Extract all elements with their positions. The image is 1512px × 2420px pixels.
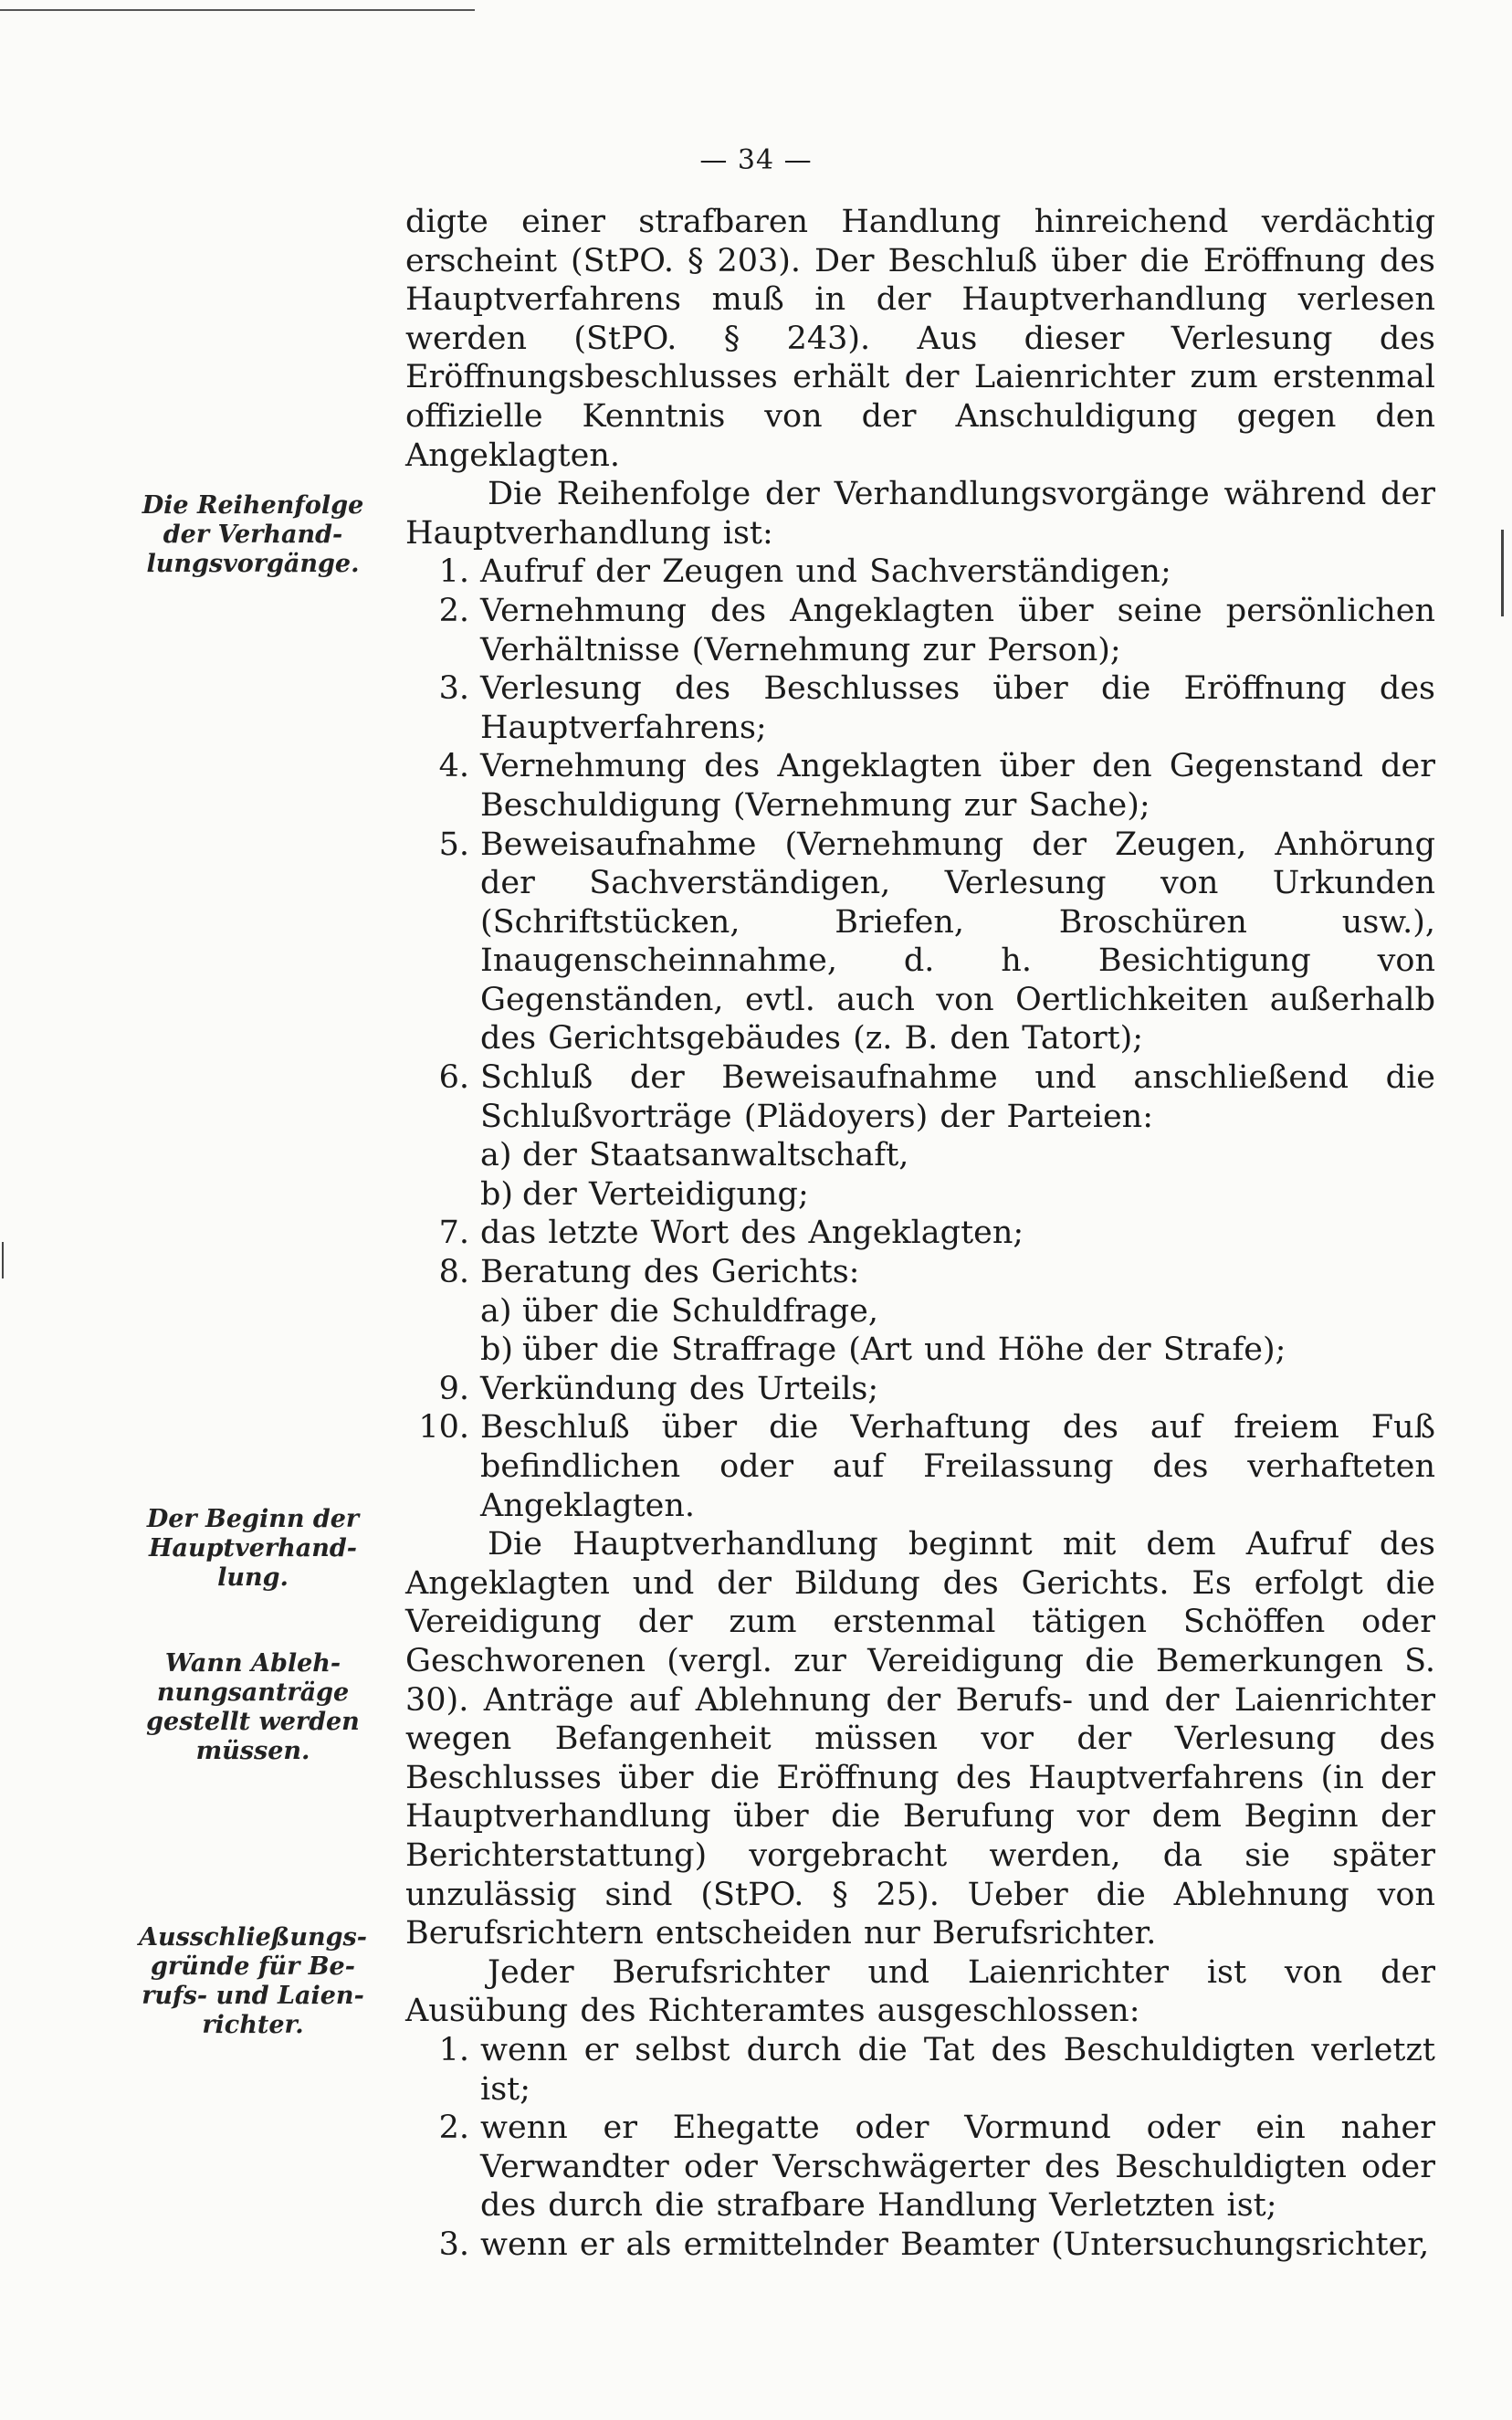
item-text: Aufruf der Zeugen und Sachverständigen; bbox=[480, 553, 1171, 591]
exclusion-item bbox=[405, 2225, 1435, 2265]
item-number: 6. bbox=[438, 1059, 469, 1097]
order-item bbox=[405, 669, 1435, 747]
margin-note-order bbox=[121, 491, 385, 579]
item-number: 7. bbox=[438, 1215, 469, 1252]
margin-note-line: Die Reihenfolge bbox=[142, 491, 364, 520]
order-item bbox=[405, 1214, 1435, 1253]
page-number: — 34 — bbox=[699, 144, 813, 176]
item-text: Beweisaufnahme (Vernehmung der Zeugen, Anhörung der Sachverständigen, Verlesung von Urkunden (Schriftstücken, Briefen, Broschüren usw.), Inaugenscheinnahme, d. h. Besichtigung von Gegenständen, evtl. auch von Oertlichkeiten außerhalb des Gerichtsgebäudes (z. B. den Tatort); bbox=[480, 826, 1435, 1057]
item-text: das letzte Wort des Angeklagten; bbox=[480, 1215, 1024, 1252]
item-number: 1. bbox=[438, 2031, 469, 2068]
scan-mark bbox=[2, 1242, 4, 1278]
margin-note-line: Der Beginn der bbox=[146, 1505, 360, 1533]
sub-item bbox=[405, 1292, 1435, 1331]
item-text: Beschluß über die Verhaftung des auf freiem Fuß befindlichen oder auf Freilassung des verhafteten Angeklagten. bbox=[480, 1409, 1435, 1524]
item-text: Vernehmung des Angeklagten über den Gegenstand der Beschuldigung (Vernehmung zur Sache); bbox=[480, 748, 1435, 824]
item-number: 5. bbox=[438, 826, 469, 863]
sub-item bbox=[405, 1175, 1435, 1215]
item-text: wenn er Ehegatte oder Vormund oder ein naher Verwandter oder Verschwägerter des Beschuldigten oder des durch die strafbare Handlung Verletzten ist; bbox=[480, 2110, 1435, 2225]
margin-note-line: der Verhand- bbox=[163, 521, 343, 549]
margin-note-line: müssen. bbox=[195, 1737, 310, 1765]
sub-item-text: der Staatsanwaltschaft, bbox=[522, 1137, 909, 1174]
margin-note-line: richter. bbox=[202, 2011, 304, 2039]
item-number: 10. bbox=[418, 1409, 469, 1447]
scan-mark bbox=[1501, 530, 1504, 616]
item-text: Beratung des Gerichts: bbox=[480, 1254, 860, 1291]
margin-note-line: Wann Ableh- bbox=[164, 1649, 341, 1678]
sub-item-text: über die Schuldfrage, bbox=[522, 1292, 879, 1330]
sub-item bbox=[405, 1136, 1435, 1175]
margin-note-exclusion bbox=[121, 1923, 385, 2040]
sub-item bbox=[405, 1331, 1435, 1370]
margin-note-line: gründe für Be- bbox=[151, 1952, 355, 1981]
margin-note-rejection bbox=[121, 1649, 385, 1766]
item-text: Vernehmung des Angeklagten über seine persönlichen Verhältnisse (Vernehmung zur Person); bbox=[480, 592, 1435, 668]
margin-note-line: lungsvorgänge. bbox=[146, 550, 360, 578]
item-text: wenn er selbst durch die Tat des Beschuldigten verletzt ist; bbox=[480, 2031, 1435, 2108]
margin-note-line: Ausschließungs- bbox=[139, 1923, 367, 1952]
item-number: 2. bbox=[438, 592, 469, 629]
order-item bbox=[405, 747, 1435, 825]
sub-item-letter: a) bbox=[480, 1292, 512, 1330]
main-text bbox=[405, 203, 1435, 2264]
order-item bbox=[405, 1253, 1435, 1292]
paragraph-intro: digte einer strafbaren Handlung hinreichend verdächtig erscheint (StPO. § 203). Der Beschluß über die Eröffnung des Hauptverfahrens muß in der Hauptverhandlung verlesen werden (StPO. § 243). Aus dieser Verlesung des Eröffnungsbeschlusses erhält der Laienrichter zum erstenmal offizielle Kenntnis von der Anschuldigung gegen den Angeklagten. bbox=[405, 204, 1435, 474]
margin-note-line: rufs- und Laien- bbox=[142, 1982, 364, 2010]
order-item bbox=[405, 826, 1435, 1059]
paragraph-beginning: Die Hauptverhandlung beginnt mit dem Aufruf des Angeklagten und der Bildung des Gerichts. Es erfolgt die Vereidigung der zum erstenmal tätigen Schöffen oder Geschworenen (vergl. zur Vereidigung die Bemerkungen S. 30). Anträge auf Ablehnung der Berufs- und der Laienrichter wegen Befangenheit müssen vor der Verlesung des Beschlusses über die Eröffnung des Hauptverfahrens (in der Hauptverhandlung über die Berufung vor dem Beginn der Berichterstattung) vorgebracht werden, da sie später unzulässig sind (StPO. § 25). Ueber die Ablehnung von Berufsrichtern entscheiden nur Berufsrichter. bbox=[405, 1526, 1435, 1952]
order-item bbox=[405, 1408, 1435, 1525]
sub-item-letter: a) bbox=[480, 1137, 512, 1174]
item-number: 8. bbox=[438, 1254, 469, 1291]
item-text: Schluß der Beweisaufnahme und anschließend die Schlußvorträge (Plädoyers) der Parteien: bbox=[480, 1059, 1435, 1135]
item-number: 2. bbox=[438, 2110, 469, 2147]
item-number: 3. bbox=[438, 2225, 469, 2263]
sub-item-letter: b) bbox=[480, 1175, 514, 1213]
margin-note-line: Hauptverhand- bbox=[149, 1534, 357, 1562]
item-number: 1. bbox=[438, 553, 469, 591]
order-item bbox=[405, 592, 1435, 669]
item-number: 3. bbox=[438, 670, 469, 708]
paragraph-order-intro: Die Reihenfolge der Verhandlungsvorgänge während der Hauptverhandlung ist: bbox=[405, 476, 1435, 552]
exclusion-item bbox=[405, 2109, 1435, 2225]
margin-note-line: nungsanträge bbox=[156, 1678, 350, 1707]
sub-item-text: über die Straffrage (Art und Höhe der Strafe); bbox=[522, 1331, 1286, 1369]
margin-note-beginning bbox=[121, 1505, 385, 1593]
item-number: 4. bbox=[438, 748, 469, 785]
margin-note-line: lung. bbox=[217, 1563, 289, 1592]
top-rule bbox=[0, 9, 475, 11]
item-text: Verkündung des Urteils; bbox=[480, 1370, 879, 1407]
order-item bbox=[405, 1058, 1435, 1136]
margin-note-line: gestellt werden bbox=[146, 1708, 360, 1736]
sub-item-letter: b) bbox=[480, 1331, 514, 1369]
order-item bbox=[405, 1370, 1435, 1409]
item-text: Verlesung des Beschlusses über die Eröffnung des Hauptverfahrens; bbox=[480, 670, 1435, 746]
exclusion-item bbox=[405, 2031, 1435, 2109]
sub-item-text: der Verteidigung; bbox=[522, 1175, 809, 1213]
item-number: 9. bbox=[438, 1370, 469, 1407]
paragraph-exclusion-intro: Jeder Berufsrichter und Laienrichter ist von der Ausübung des Richteramtes ausgeschlossen: bbox=[405, 1953, 1435, 2030]
order-item bbox=[405, 552, 1435, 592]
item-text: wenn er als ermittelnder Beamter (Untersuchungsrichter, bbox=[480, 2225, 1430, 2263]
